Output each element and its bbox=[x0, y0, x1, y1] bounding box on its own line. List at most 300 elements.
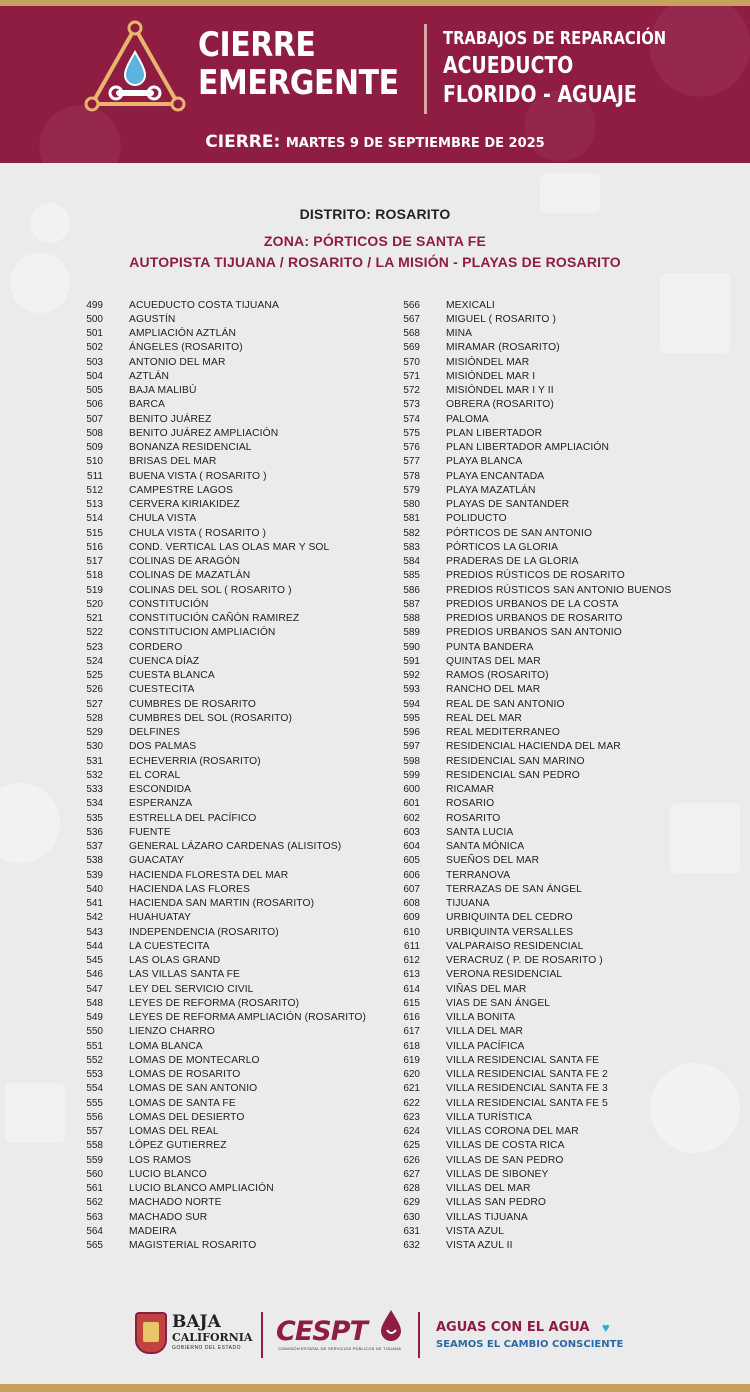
list-item-number: 599 bbox=[403, 769, 420, 781]
list-item-name: GENERAL LÁZARO CARDENAS (ALISITOS) bbox=[129, 841, 342, 853]
list-item bbox=[385, 469, 715, 483]
list-item-number: 537 bbox=[86, 841, 103, 853]
list-item bbox=[385, 711, 715, 725]
list-item bbox=[385, 455, 715, 469]
heart-icon: ♥ bbox=[602, 1320, 610, 1335]
list-item-number: 532 bbox=[86, 769, 103, 781]
list-item-name: BENITO JUÁREZ AMPLIACIÓN bbox=[129, 427, 279, 439]
list-item-number: 530 bbox=[86, 741, 103, 753]
list-item bbox=[68, 1011, 388, 1025]
list-item-number: 535 bbox=[86, 812, 103, 824]
list-item bbox=[385, 1182, 715, 1196]
list-item-name: RAMOS (ROSARITO) bbox=[446, 670, 549, 682]
district-heading: DISTRITO: ROSARITO bbox=[299, 206, 451, 222]
list-item bbox=[68, 455, 388, 469]
list-item bbox=[385, 540, 715, 554]
list-item bbox=[385, 669, 715, 683]
list-item-name: LOMA BLANCA bbox=[129, 1040, 203, 1052]
list-item-name: AGUSTÍN bbox=[129, 313, 176, 325]
list-item-number: 558 bbox=[86, 1140, 103, 1152]
list-item-number: 627 bbox=[403, 1168, 420, 1180]
list-item-name: AZTLÁN bbox=[129, 370, 170, 382]
bc-line-2: CALIFORNIA bbox=[172, 1331, 253, 1344]
list-item-number: 557 bbox=[86, 1126, 103, 1138]
list-item bbox=[68, 840, 388, 854]
list-item-number: 548 bbox=[86, 997, 103, 1009]
list-item-number: 569 bbox=[403, 342, 420, 354]
list-item-number: 529 bbox=[86, 727, 103, 739]
list-item bbox=[68, 1153, 388, 1167]
list-item-name: URBIQUINTA VERSALLES bbox=[446, 926, 574, 938]
list-item-name: CUMBRES DEL SOL (ROSARITO) bbox=[129, 712, 292, 724]
list-item-number: 626 bbox=[403, 1154, 420, 1166]
list-item-name: URBIQUINTA DEL CEDRO bbox=[446, 912, 573, 924]
list-item bbox=[385, 797, 715, 811]
list-item-name: PLAYAS DE SANTANDER bbox=[446, 499, 570, 511]
list-item-number: 581 bbox=[403, 513, 420, 525]
list-item-number: 508 bbox=[86, 427, 103, 439]
list-item-name: MEXICALI bbox=[446, 299, 495, 311]
list-item-name: BENITO JUÁREZ bbox=[129, 413, 212, 425]
list-item-number: 519 bbox=[86, 584, 103, 596]
list-item-name: CUMBRES DE ROSARITO bbox=[129, 698, 257, 710]
list-item-name: RESIDENCIAL HACIENDA DEL MAR bbox=[446, 741, 621, 753]
list-item-number: 511 bbox=[87, 470, 103, 482]
list-item bbox=[68, 897, 388, 911]
list-item-name: ESPERANZA bbox=[129, 798, 193, 810]
list-item-number: 514 bbox=[86, 513, 103, 525]
header-banner bbox=[0, 6, 750, 163]
list-item bbox=[385, 1239, 715, 1253]
list-item-name: CONSTITUCION AMPLIACIÓN bbox=[129, 627, 276, 639]
list-item-number: 516 bbox=[86, 541, 103, 553]
list-item bbox=[68, 854, 388, 868]
list-item bbox=[385, 1224, 715, 1238]
list-item-name: CERVERA KIRIAKIDEZ bbox=[129, 499, 240, 511]
list-item bbox=[68, 954, 388, 968]
list-item-number: 559 bbox=[86, 1154, 103, 1166]
list-item bbox=[385, 498, 715, 512]
list-item-name: VILLAS DE COSTA RICA bbox=[446, 1140, 565, 1152]
list-item-name: ACUEDUCTO COSTA TIJUANA bbox=[129, 299, 279, 311]
list-item-number: 541 bbox=[86, 898, 103, 910]
list-item bbox=[385, 954, 715, 968]
list-item-number: 520 bbox=[86, 598, 103, 610]
list-item-number: 631 bbox=[403, 1225, 420, 1237]
bg-square bbox=[5, 1083, 65, 1143]
list-item-number: 550 bbox=[86, 1026, 103, 1038]
list-item bbox=[68, 1224, 388, 1238]
list-item-number: 616 bbox=[403, 1012, 420, 1024]
list-item-number: 544 bbox=[86, 940, 103, 952]
subtitle-line-2: ACUEDUCTO bbox=[443, 53, 574, 79]
list-item-number: 617 bbox=[403, 1026, 420, 1038]
list-item-name: HUAHUATAY bbox=[129, 912, 192, 924]
list-item-number: 503 bbox=[86, 356, 103, 368]
list-item-number: 623 bbox=[403, 1111, 420, 1123]
list-item bbox=[68, 540, 388, 554]
list-item bbox=[68, 654, 388, 668]
list-item-number: 507 bbox=[86, 413, 103, 425]
list-item-number: 579 bbox=[403, 484, 420, 496]
list-item bbox=[68, 882, 388, 896]
list-item-name: VILLA RESIDENCIAL SANTA FE 3 bbox=[446, 1083, 608, 1095]
list-item bbox=[68, 312, 388, 326]
list-item bbox=[385, 783, 715, 797]
list-item bbox=[385, 825, 715, 839]
list-item-name: VERONA RESIDENCIAL bbox=[446, 969, 563, 981]
list-item bbox=[385, 868, 715, 882]
list-item bbox=[68, 341, 388, 355]
list-item-name: LUCIO BLANCO AMPLIACIÓN bbox=[129, 1183, 274, 1195]
list-item bbox=[68, 555, 388, 569]
list-item-name: LÓPEZ GUTIERREZ bbox=[129, 1140, 227, 1152]
list-item bbox=[385, 512, 715, 526]
list-item-name: BONANZA RESIDENCIAL bbox=[129, 442, 252, 454]
list-item-name: COND. VERTICAL LAS OLAS MAR Y SOL bbox=[129, 541, 330, 553]
list-item bbox=[385, 683, 715, 697]
list-item-number: 586 bbox=[403, 584, 420, 596]
list-item-name: VILLAS SAN PEDRO bbox=[446, 1197, 547, 1209]
list-item-number: 525 bbox=[86, 670, 103, 682]
subtitle-line-1: TRABAJOS DE REPARACIÓN bbox=[443, 28, 667, 49]
list-item-number: 567 bbox=[403, 313, 420, 325]
list-item-name: ESCONDIDA bbox=[129, 784, 192, 796]
subtitle-line-3: FLORIDO - AGUAJE bbox=[443, 82, 637, 108]
list-item-number: 619 bbox=[403, 1054, 420, 1066]
list-item bbox=[68, 597, 388, 611]
list-item-number: 546 bbox=[86, 969, 103, 981]
list-item-number: 501 bbox=[86, 328, 103, 340]
list-item-name: LUCIO BLANCO bbox=[129, 1168, 207, 1180]
list-item bbox=[385, 597, 715, 611]
list-item bbox=[68, 783, 388, 797]
list-item bbox=[385, 1053, 715, 1067]
list-item-number: 527 bbox=[86, 698, 103, 710]
list-item bbox=[68, 369, 388, 383]
list-item-name: MISIÓNDEL MAR I bbox=[446, 370, 536, 382]
list-item-number: 603 bbox=[403, 826, 420, 838]
list-item bbox=[385, 768, 715, 782]
list-item-number: 522 bbox=[86, 627, 103, 639]
slogan-line-1: AGUAS CON EL AGUA bbox=[436, 1320, 590, 1335]
list-item bbox=[68, 512, 388, 526]
list-item-name: VERACRUZ ( P. DE ROSARITO ) bbox=[446, 955, 603, 967]
list-item-number: 577 bbox=[403, 456, 420, 468]
list-item bbox=[385, 1068, 715, 1082]
list-item-number: 614 bbox=[403, 983, 420, 995]
list-item-name: RANCHO DEL MAR bbox=[446, 684, 541, 696]
list-item-name: LOMAS DE ROSARITO bbox=[129, 1069, 241, 1081]
list-item-number: 600 bbox=[403, 784, 420, 796]
list-item-name: TIJUANA bbox=[446, 898, 490, 910]
list-item bbox=[68, 1210, 388, 1224]
list-item-name: LEYES DE REFORMA (ROSARITO) bbox=[129, 997, 300, 1009]
list-item-number: 612 bbox=[403, 955, 420, 967]
list-item-name: VILLA DEL MAR bbox=[446, 1026, 524, 1038]
list-item-number: 576 bbox=[403, 442, 420, 454]
list-item-name: PREDIOS RÚSTICOS DE ROSARITO bbox=[446, 570, 625, 582]
list-item-name: RICAMAR bbox=[446, 784, 495, 796]
list-item-name: HACIENDA FLORESTA DEL MAR bbox=[129, 869, 289, 881]
list-item bbox=[385, 583, 715, 597]
list-item-number: 615 bbox=[403, 997, 420, 1009]
list-item-number: 595 bbox=[403, 712, 420, 724]
list-item-name: VISTA AZUL II bbox=[446, 1240, 513, 1252]
list-item-name: VALPARAISO RESIDENCIAL bbox=[446, 940, 584, 952]
list-item-name: CHULA VISTA bbox=[129, 513, 197, 525]
list-item-name: PUNTA BANDERA bbox=[446, 641, 534, 653]
list-item bbox=[385, 654, 715, 668]
list-item bbox=[385, 327, 715, 341]
list-item-name: VIÑAS DEL MAR bbox=[446, 983, 527, 995]
list-item bbox=[385, 697, 715, 711]
list-item bbox=[385, 1167, 715, 1181]
list-item-name: PREDIOS URBANOS DE ROSARITO bbox=[446, 613, 623, 625]
list-item bbox=[68, 526, 388, 540]
list-item-name: LOMAS DEL REAL bbox=[129, 1126, 219, 1138]
list-item-name: BARCA bbox=[129, 399, 165, 411]
list-item-name: PLAYA MAZATLÁN bbox=[446, 484, 536, 496]
list-item-name: CUENCA DÍAZ bbox=[129, 655, 200, 667]
list-item bbox=[385, 341, 715, 355]
list-item-number: 609 bbox=[403, 912, 420, 924]
list-item-name: MACHADO NORTE bbox=[129, 1197, 222, 1209]
list-item bbox=[385, 882, 715, 896]
list-item-number: 555 bbox=[86, 1097, 103, 1109]
list-item-number: 528 bbox=[86, 712, 103, 724]
list-item-name: PLAYA ENCANTADA bbox=[446, 470, 545, 482]
list-item-number: 552 bbox=[86, 1054, 103, 1066]
list-item-name: LOMAS DE SANTA FE bbox=[129, 1097, 236, 1109]
list-item-name: COLINAS DEL SOL ( ROSARITO ) bbox=[129, 584, 292, 596]
list-item-name: CORDERO bbox=[129, 641, 183, 653]
baja-california-logo bbox=[172, 1313, 252, 1352]
list-item bbox=[68, 925, 388, 939]
list-item-number: 573 bbox=[403, 399, 420, 411]
cespt-logo: CESPT bbox=[276, 1316, 367, 1347]
list-item-name: SUEÑOS DEL MAR bbox=[446, 855, 540, 867]
list-item-name: OBRERA (ROSARITO) bbox=[446, 399, 554, 411]
list-item bbox=[385, 1210, 715, 1224]
list-item-name: BRISAS DEL MAR bbox=[129, 456, 217, 468]
list-item bbox=[385, 526, 715, 540]
list-item-name: VILLAS DEL MAR bbox=[446, 1183, 531, 1195]
list-item bbox=[68, 469, 388, 483]
list-item bbox=[385, 1039, 715, 1053]
list-item bbox=[68, 868, 388, 882]
list-item-name: GUACATAY bbox=[129, 855, 185, 867]
list-item-name: TERRAZAS DE SAN ÁNGEL bbox=[446, 883, 582, 895]
list-item-number: 594 bbox=[403, 698, 420, 710]
list-item-number: 571 bbox=[403, 370, 420, 382]
closure-date-line bbox=[0, 132, 750, 152]
list-item-name: ÁNGELES (ROSARITO) bbox=[129, 342, 243, 354]
list-item bbox=[68, 740, 388, 754]
list-item-name: LOMAS DE MONTECARLO bbox=[129, 1054, 260, 1066]
list-item bbox=[68, 412, 388, 426]
closure-label: CIERRE: bbox=[205, 132, 281, 152]
list-item bbox=[385, 840, 715, 854]
list-item-name: RESIDENCIAL SAN PEDRO bbox=[446, 769, 580, 781]
list-item bbox=[385, 1096, 715, 1110]
list-item-name: LOMAS DE SAN ANTONIO bbox=[129, 1083, 258, 1095]
footer-divider bbox=[418, 1312, 420, 1358]
list-item-number: 505 bbox=[86, 385, 103, 397]
subtitle-block bbox=[443, 26, 743, 110]
list-item-number: 624 bbox=[403, 1126, 420, 1138]
list-item-number: 568 bbox=[403, 328, 420, 340]
list-item-number: 545 bbox=[86, 955, 103, 967]
list-item-number: 506 bbox=[86, 399, 103, 411]
list-item-name: ECHEVERRIA (ROSARITO) bbox=[129, 755, 261, 767]
list-item bbox=[385, 626, 715, 640]
list-item bbox=[68, 1239, 388, 1253]
list-item bbox=[68, 768, 388, 782]
zone-heading: ZONA: PÓRTICOS DE SANTA FE bbox=[263, 233, 487, 249]
list-item-number: 587 bbox=[403, 598, 420, 610]
list-item-name: ANTONIO DEL MAR bbox=[129, 356, 226, 368]
list-item-name: VILLAS DE SIBONEY bbox=[446, 1168, 549, 1180]
list-item-number: 565 bbox=[86, 1240, 103, 1252]
list-item bbox=[68, 1096, 388, 1110]
list-item-number: 518 bbox=[86, 570, 103, 582]
list-item-number: 560 bbox=[86, 1168, 103, 1180]
list-item bbox=[68, 982, 388, 996]
list-item bbox=[385, 1082, 715, 1096]
list-item bbox=[68, 1167, 388, 1181]
list-item-name: FUENTE bbox=[129, 826, 171, 838]
list-item bbox=[68, 1110, 388, 1124]
list-item-number: 583 bbox=[403, 541, 420, 553]
list-item-number: 564 bbox=[86, 1225, 103, 1237]
list-item-number: 538 bbox=[86, 855, 103, 867]
list-item-number: 596 bbox=[403, 727, 420, 739]
footer-logos bbox=[0, 1300, 750, 1384]
list-item-number: 562 bbox=[86, 1197, 103, 1209]
list-item bbox=[385, 939, 715, 953]
list-item-name: MIRAMAR (ROSARITO) bbox=[446, 342, 560, 354]
list-item-name: MADEIRA bbox=[129, 1225, 177, 1237]
list-item-name: COLINAS DE MAZATLÁN bbox=[129, 570, 251, 582]
list-item-name: CONSTITUCIÓN bbox=[129, 598, 209, 610]
list-item-number: 549 bbox=[86, 1012, 103, 1024]
list-item bbox=[385, 426, 715, 440]
list-item-number: 574 bbox=[403, 413, 420, 425]
list-item bbox=[68, 968, 388, 982]
list-item-name: VISTA AZUL bbox=[446, 1225, 505, 1237]
list-item-name: VILLA RESIDENCIAL SANTA FE bbox=[446, 1054, 600, 1066]
list-item-name: QUINTAS DEL MAR bbox=[446, 655, 541, 667]
list-item-name: MISIÓNDEL MAR bbox=[446, 356, 530, 368]
list-item bbox=[385, 1139, 715, 1153]
list-item bbox=[68, 726, 388, 740]
list-item bbox=[68, 583, 388, 597]
cespt-subtitle: COMISIÓN ESTATAL DE SERVICIOS PÚBLICOS DE TIJUANA bbox=[278, 1346, 402, 1351]
header-divider bbox=[424, 24, 427, 114]
list-item bbox=[68, 384, 388, 398]
list-item bbox=[385, 1196, 715, 1210]
list-item bbox=[68, 298, 388, 312]
list-item-name: SANTA MÓNICA bbox=[446, 841, 525, 853]
list-item-number: 597 bbox=[403, 741, 420, 753]
list-item-name: PREDIOS URBANOS DE LA COSTA bbox=[446, 598, 619, 610]
list-item bbox=[385, 441, 715, 455]
list-item-name: LA CUESTECITA bbox=[129, 940, 210, 952]
list-item bbox=[385, 640, 715, 654]
list-item-name: CONSTITUCIÓN CAÑÓN RAMIREZ bbox=[129, 613, 300, 625]
list-item-name: VILLA PACÍFICA bbox=[446, 1040, 525, 1052]
list-item-number: 553 bbox=[86, 1069, 103, 1081]
list-item bbox=[385, 312, 715, 326]
list-item-number: 542 bbox=[86, 912, 103, 924]
list-item-number: 566 bbox=[403, 299, 420, 311]
list-item bbox=[68, 797, 388, 811]
neighborhood-list-left bbox=[68, 298, 388, 1253]
list-item bbox=[385, 1110, 715, 1124]
list-item bbox=[385, 1125, 715, 1139]
bottom-gold-strip bbox=[0, 1384, 750, 1392]
list-item-name: HACIENDA LAS FLORES bbox=[129, 883, 250, 895]
list-item bbox=[68, 327, 388, 341]
list-item-name: PREDIOS RÚSTICOS SAN ANTONIO BUENOS bbox=[446, 584, 672, 596]
list-item-name: CAMPESTRE LAGOS bbox=[129, 484, 233, 496]
list-item-number: 513 bbox=[86, 499, 103, 511]
list-item-name: CHULA VISTA ( ROSARITO ) bbox=[129, 527, 267, 539]
list-item bbox=[68, 996, 388, 1010]
list-item bbox=[68, 612, 388, 626]
list-item bbox=[68, 1139, 388, 1153]
list-item-number: 588 bbox=[403, 613, 420, 625]
list-item-number: 593 bbox=[403, 684, 420, 696]
list-item bbox=[68, 1039, 388, 1053]
list-item bbox=[385, 982, 715, 996]
list-item-number: 580 bbox=[403, 499, 420, 511]
list-item-number: 543 bbox=[86, 926, 103, 938]
list-item-name: PLAN LIBERTADOR bbox=[446, 427, 543, 439]
list-item bbox=[68, 711, 388, 725]
list-item-name: AMPLIACIÓN AZTLÁN bbox=[129, 328, 236, 340]
list-item-name: VILLAS CORONA DEL MAR bbox=[446, 1126, 579, 1138]
list-item-name: REAL DE SAN ANTONIO bbox=[446, 698, 565, 710]
list-item-name: DOS PALMAS bbox=[129, 741, 197, 753]
list-item-number: 606 bbox=[403, 869, 420, 881]
list-item bbox=[385, 355, 715, 369]
list-item-number: 632 bbox=[403, 1240, 420, 1252]
neighborhood-list-right bbox=[385, 298, 715, 1253]
list-item-number: 572 bbox=[403, 385, 420, 397]
title-line-1: CIERRE bbox=[198, 25, 316, 65]
list-item-name: LEY DEL SERVICIO CIVIL bbox=[129, 983, 254, 995]
list-item-name: LIENZO CHARRO bbox=[129, 1026, 215, 1038]
list-item-number: 582 bbox=[403, 527, 420, 539]
list-item-number: 515 bbox=[86, 527, 103, 539]
list-item-number: 510 bbox=[86, 456, 103, 468]
list-item-number: 618 bbox=[403, 1040, 420, 1052]
list-item-number: 608 bbox=[403, 898, 420, 910]
list-item bbox=[68, 569, 388, 583]
list-item bbox=[385, 726, 715, 740]
list-item-number: 517 bbox=[86, 556, 103, 568]
list-item-name: INDEPENDENCIA (ROSARITO) bbox=[129, 926, 279, 938]
list-item-name: PÓRTICOS DE SAN ANTONIO bbox=[446, 527, 593, 539]
list-item-name: LOMAS DEL DESIERTO bbox=[129, 1111, 245, 1123]
list-item bbox=[385, 854, 715, 868]
list-item-number: 526 bbox=[86, 684, 103, 696]
list-item-name: ROSARITO bbox=[446, 812, 501, 824]
bc-line-1: BAJA bbox=[172, 1312, 221, 1332]
list-item bbox=[68, 1182, 388, 1196]
